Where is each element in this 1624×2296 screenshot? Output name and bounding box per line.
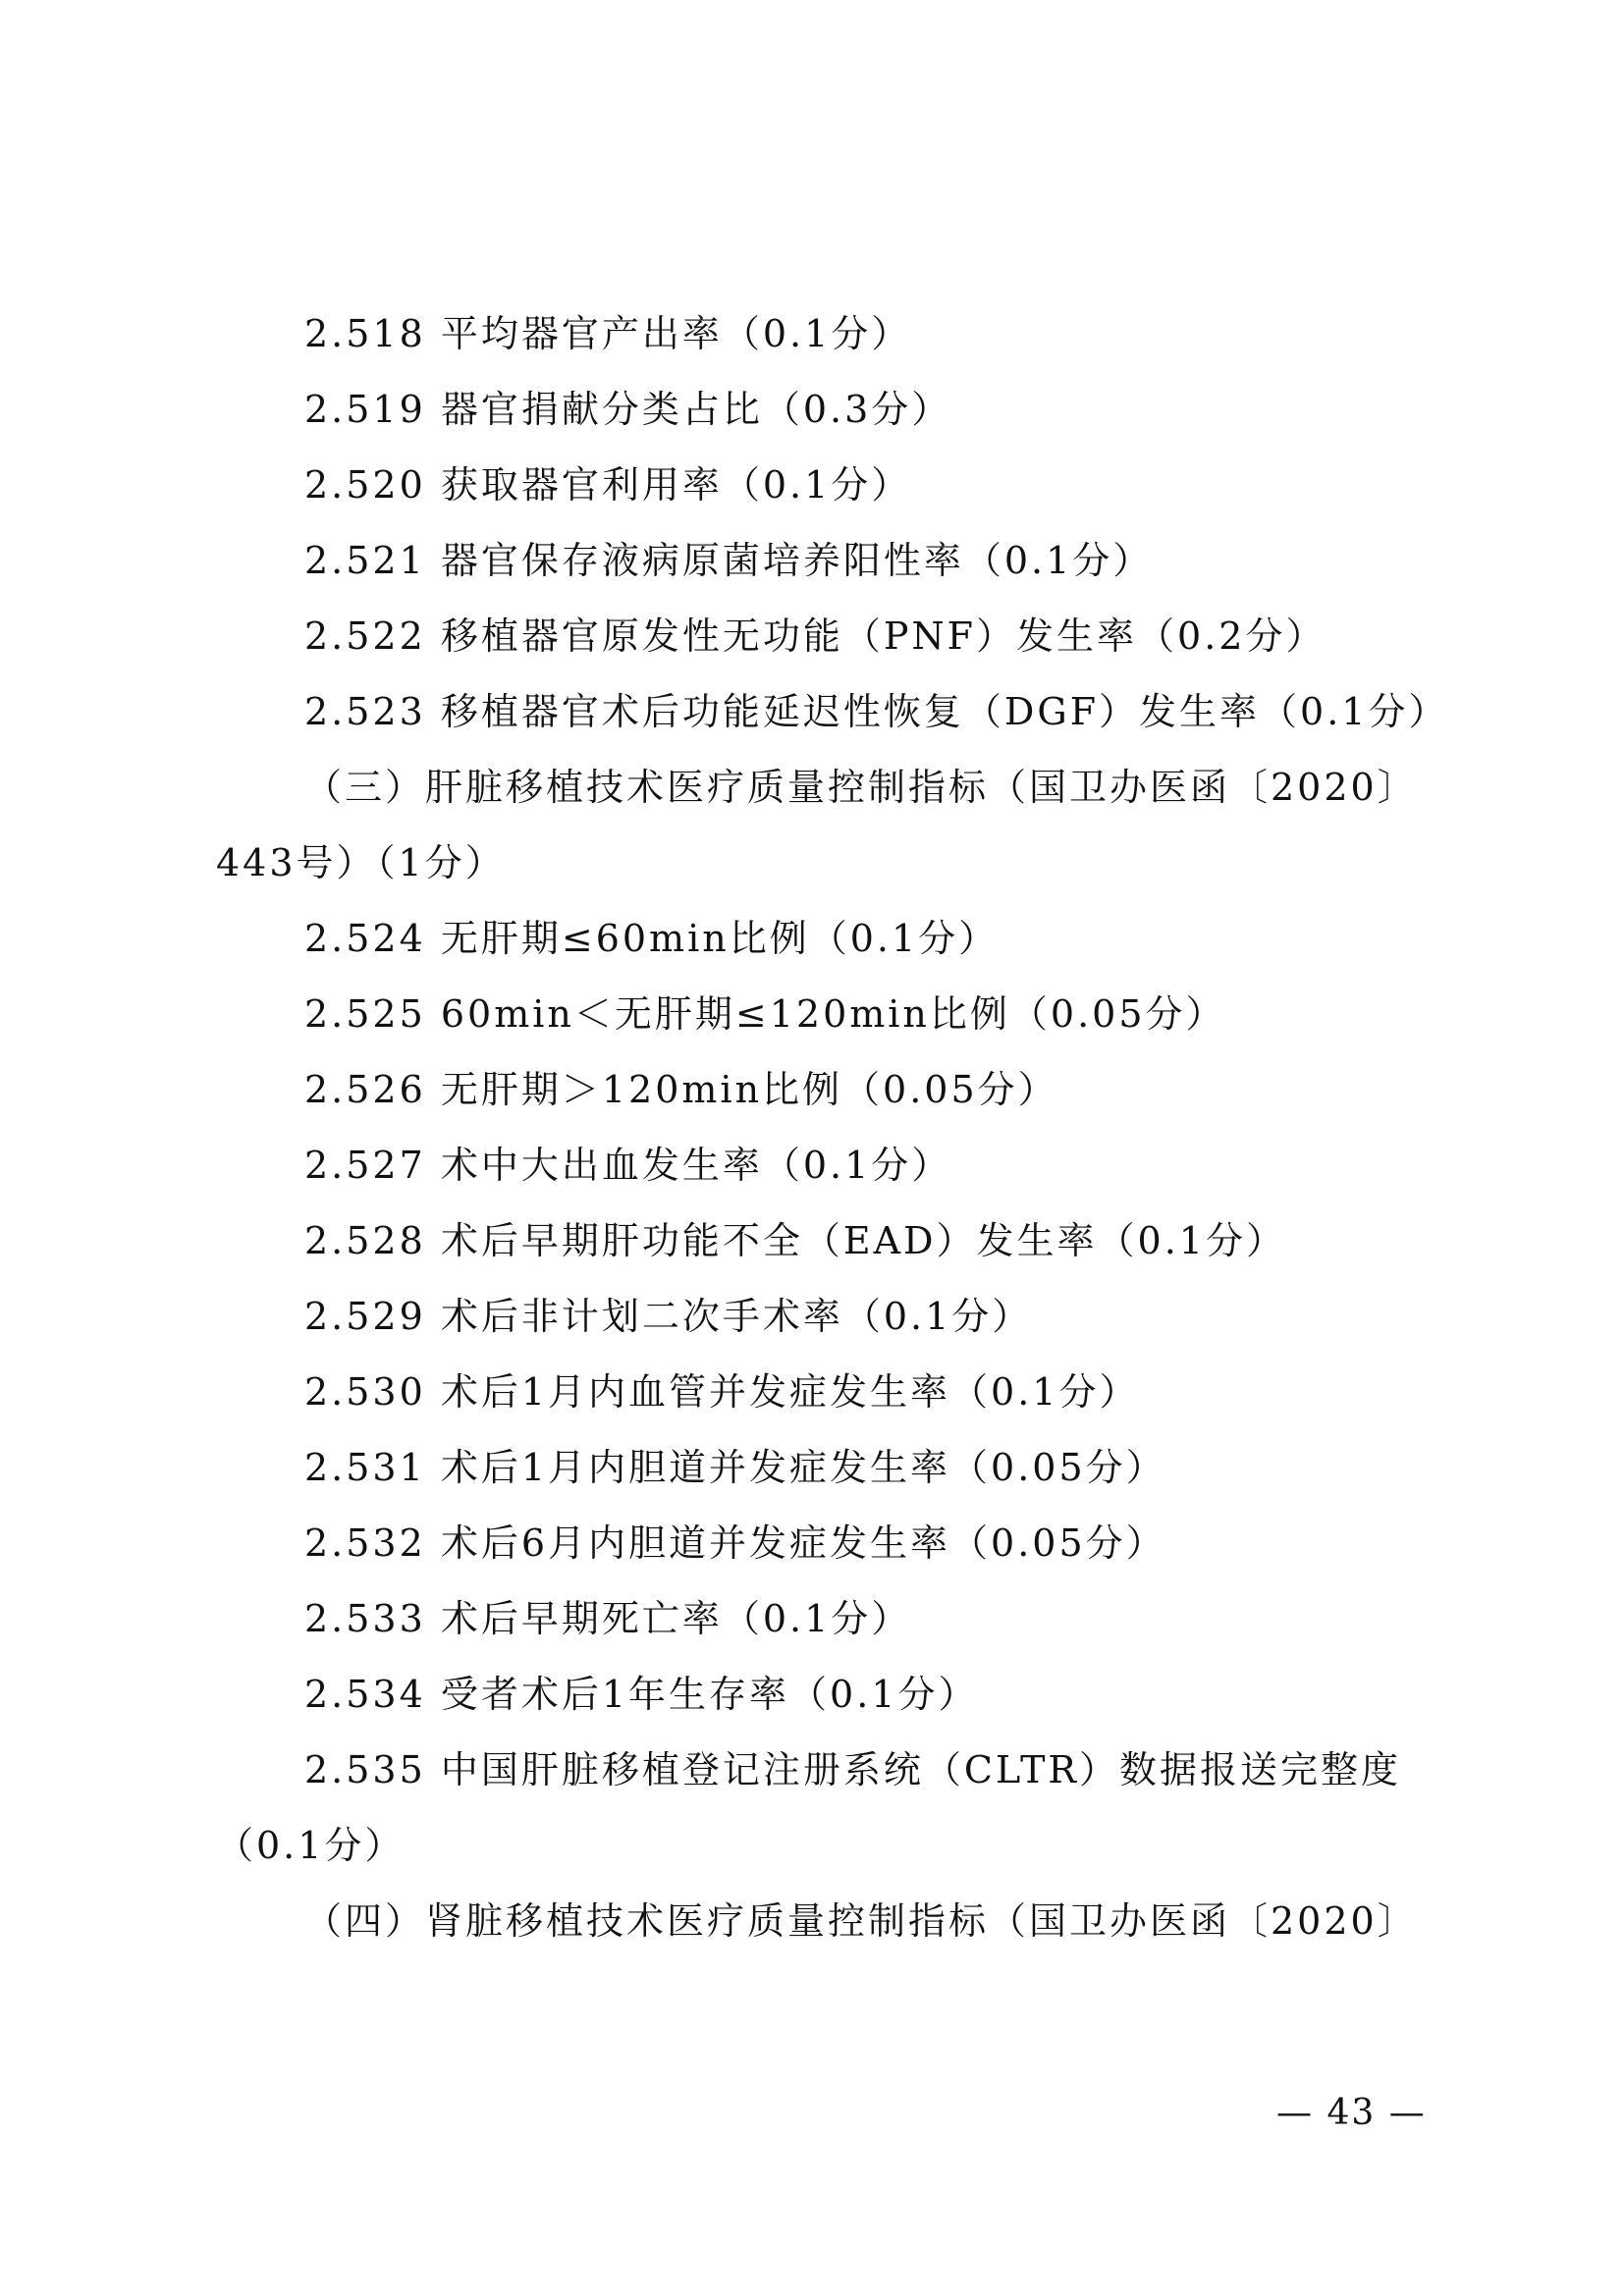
item-2-535-continued: （0.1分） [216,1824,406,1867]
item-2-521: 2.521 器官保存液病原菌培养阳性率（0.1分） [304,539,1154,582]
page-number: — 43 — [1276,2093,1427,2133]
item-2-529: 2.529 术后非计划二次手术率（0.1分） [304,1295,1033,1338]
item-2-519: 2.519 器官捐献分类占比（0.3分） [304,388,952,431]
item-2-527: 2.527 术中大出血发生率（0.1分） [304,1144,952,1187]
item-2-526: 2.526 无肝期＞120min比例（0.05分） [304,1068,1058,1111]
item-2-525: 2.525 60min＜无肝期≤120min比例（0.05分） [304,992,1226,1036]
item-2-528: 2.528 术后早期肝功能不全（EAD）发生率（0.1分） [304,1219,1286,1262]
item-2-523: 2.523 移植器官术后功能延迟性恢复（DGF）发生率（0.1分） [304,690,1449,733]
section-heading-4: （四）肾脏移植技术医疗质量控制指标（国卫办医函〔2020〕 [304,1899,1418,1943]
item-2-534: 2.534 受者术后1年生存率（0.1分） [304,1673,979,1716]
item-2-533: 2.533 术后早期死亡率（0.1分） [304,1597,912,1640]
item-2-520: 2.520 获取器官利用率（0.1分） [304,463,912,507]
item-2-532: 2.532 术后6月内胆道并发症发生率（0.05分） [304,1522,1166,1565]
item-2-518: 2.518 平均器官产出率（0.1分） [304,312,912,355]
section-heading-3-continued: 443号）（1分） [216,841,506,884]
item-2-535: 2.535 中国肝脏移植登记注册系统（CLTR）数据报送完整度 [304,1748,1402,1791]
item-2-530: 2.530 术后1月内血管并发症发生率（0.1分） [304,1370,1140,1414]
item-2-522: 2.522 移植器官原发性无功能（PNF）发生率（0.2分） [304,614,1326,658]
section-heading-3: （三）肝脏移植技术医疗质量控制指标（国卫办医函〔2020〕 [304,766,1418,809]
item-2-531: 2.531 术后1月内胆道并发症发生率（0.05分） [304,1446,1166,1489]
item-2-524: 2.524 无肝期≤60min比例（0.1分） [304,917,1000,960]
